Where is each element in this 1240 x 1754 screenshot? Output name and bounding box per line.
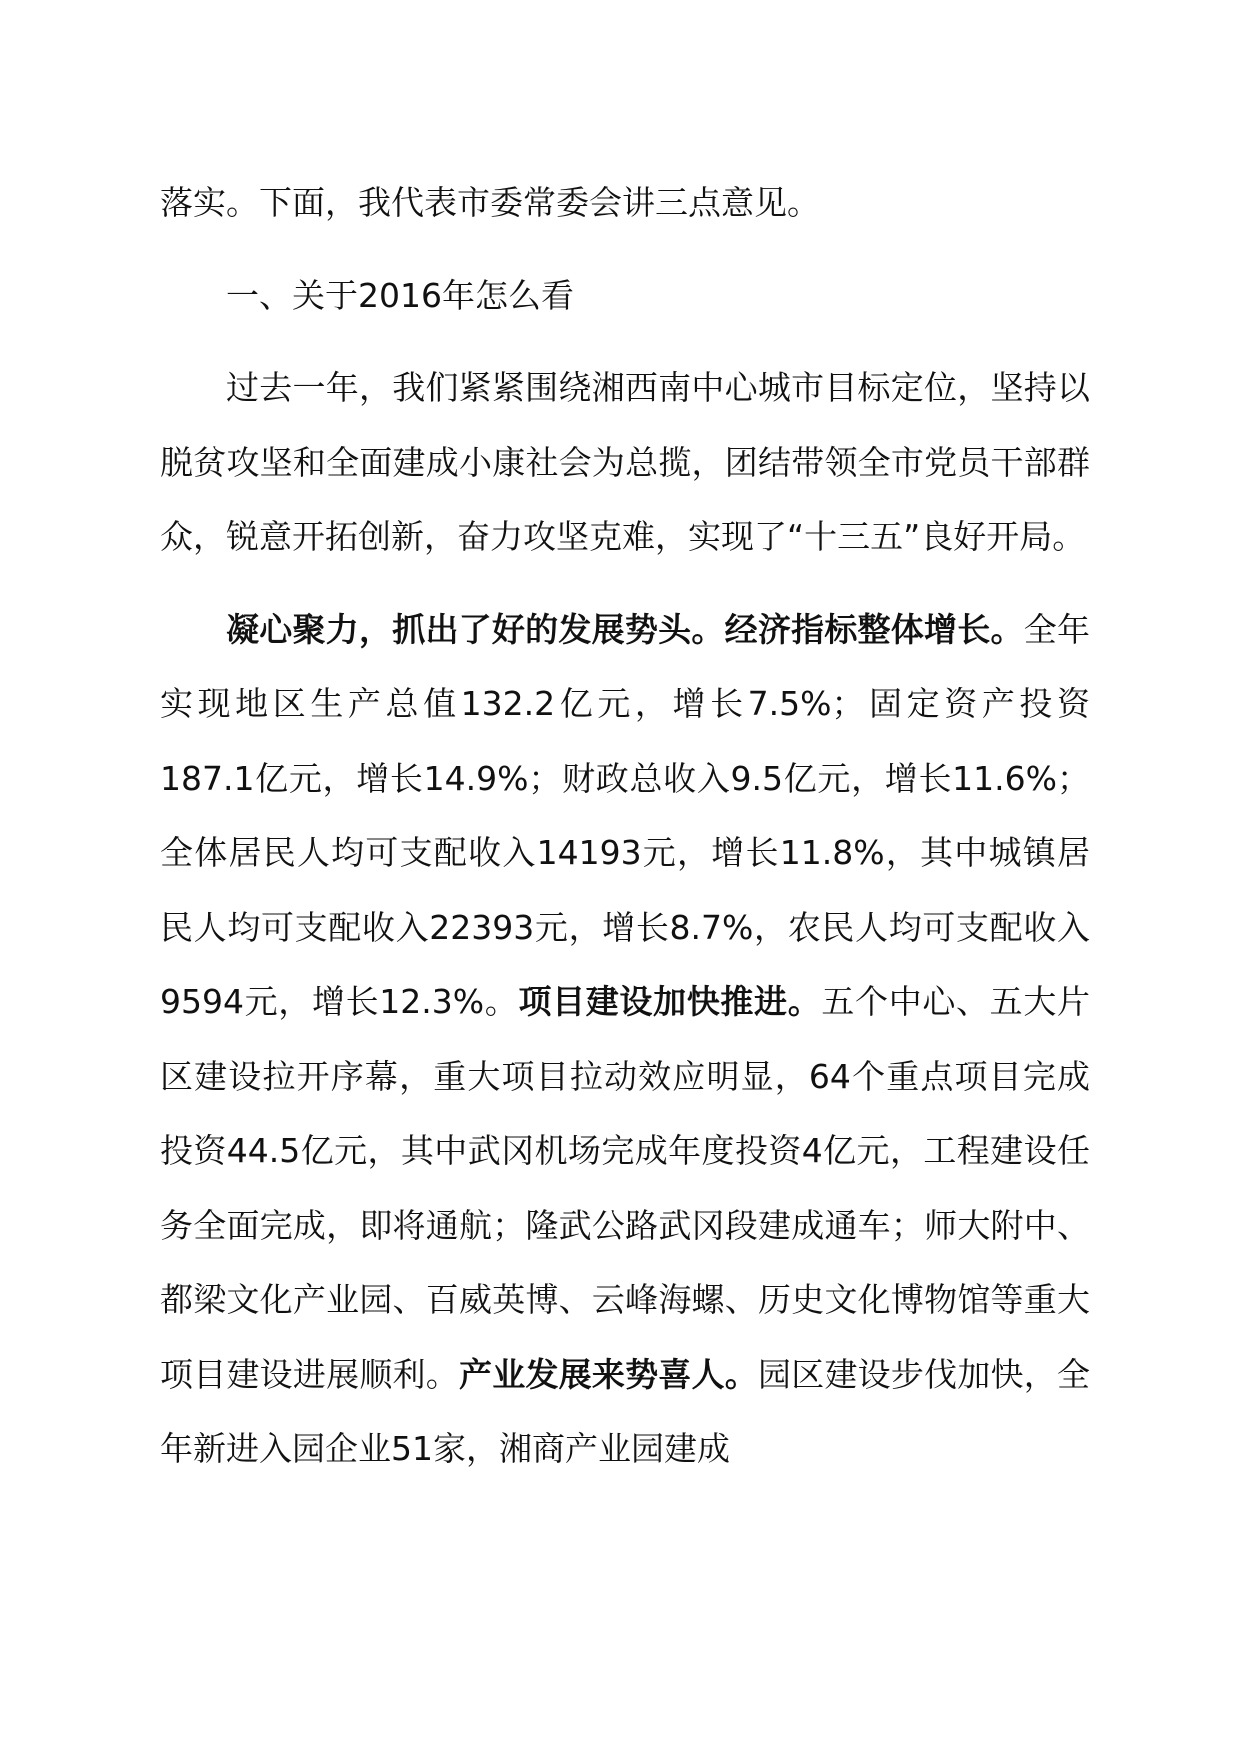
economic-indicators-text: 全年实现地区生产总值132.2亿元，增长7.5%；固定资产投资187.1亿元，增长14.9%；财政总收入9.5亿元，增长11.6%；全体居民人均可支配收入14193元，增长11.8%，其中城镇居民人均可支配收入22393元，增长8.7%，农民人均可支配收入9594元，增长12.3%。 (160, 609, 1091, 1021)
bold-heading-momentum: 凝心聚力，抓出了好的发展势头。经济指标整体增长。 (226, 609, 1024, 649)
projects-text: 五个中心、五大片区建设拉开序幕，重大项目拉动效应明显，64个重点项目完成投资44.5亿元，其中武冈机场完成年度投资4亿元，工程建设任务全面完成，即将通航；隆武公路武冈段建成通车；师大附中、都梁文化产业园、百威英博、云峰海螺、历史文化博物馆等重大项目建设进展顺利。 (160, 982, 1090, 1394)
section-heading: 一、关于2016年怎么看 (226, 275, 574, 315)
bold-heading-projects: 项目建设加快推进。 (518, 982, 822, 1021)
document-page (160, 166, 1090, 1487)
paragraph-continuation: 落实。下面，我代表市委常委会讲三点意见。 (160, 183, 820, 222)
industry-text: 园区建设步伐加快，全年新进入园企业51家，湘商产业园建成 (160, 1354, 1091, 1468)
paragraph-review: 过去一年，我们紧紧围绕湘西南中心城市目标定位，坚持以脱贫攻坚和全面建成小康社会为总揽，团结带领全市党员干部群众，锐意开拓创新，奋力攻坚克难，实现了“十三五”良好开局。 (160, 368, 1090, 556)
paragraph-development (160, 593, 1090, 1487)
bold-heading-industry: 产业发展来势喜人。 (459, 1354, 758, 1394)
